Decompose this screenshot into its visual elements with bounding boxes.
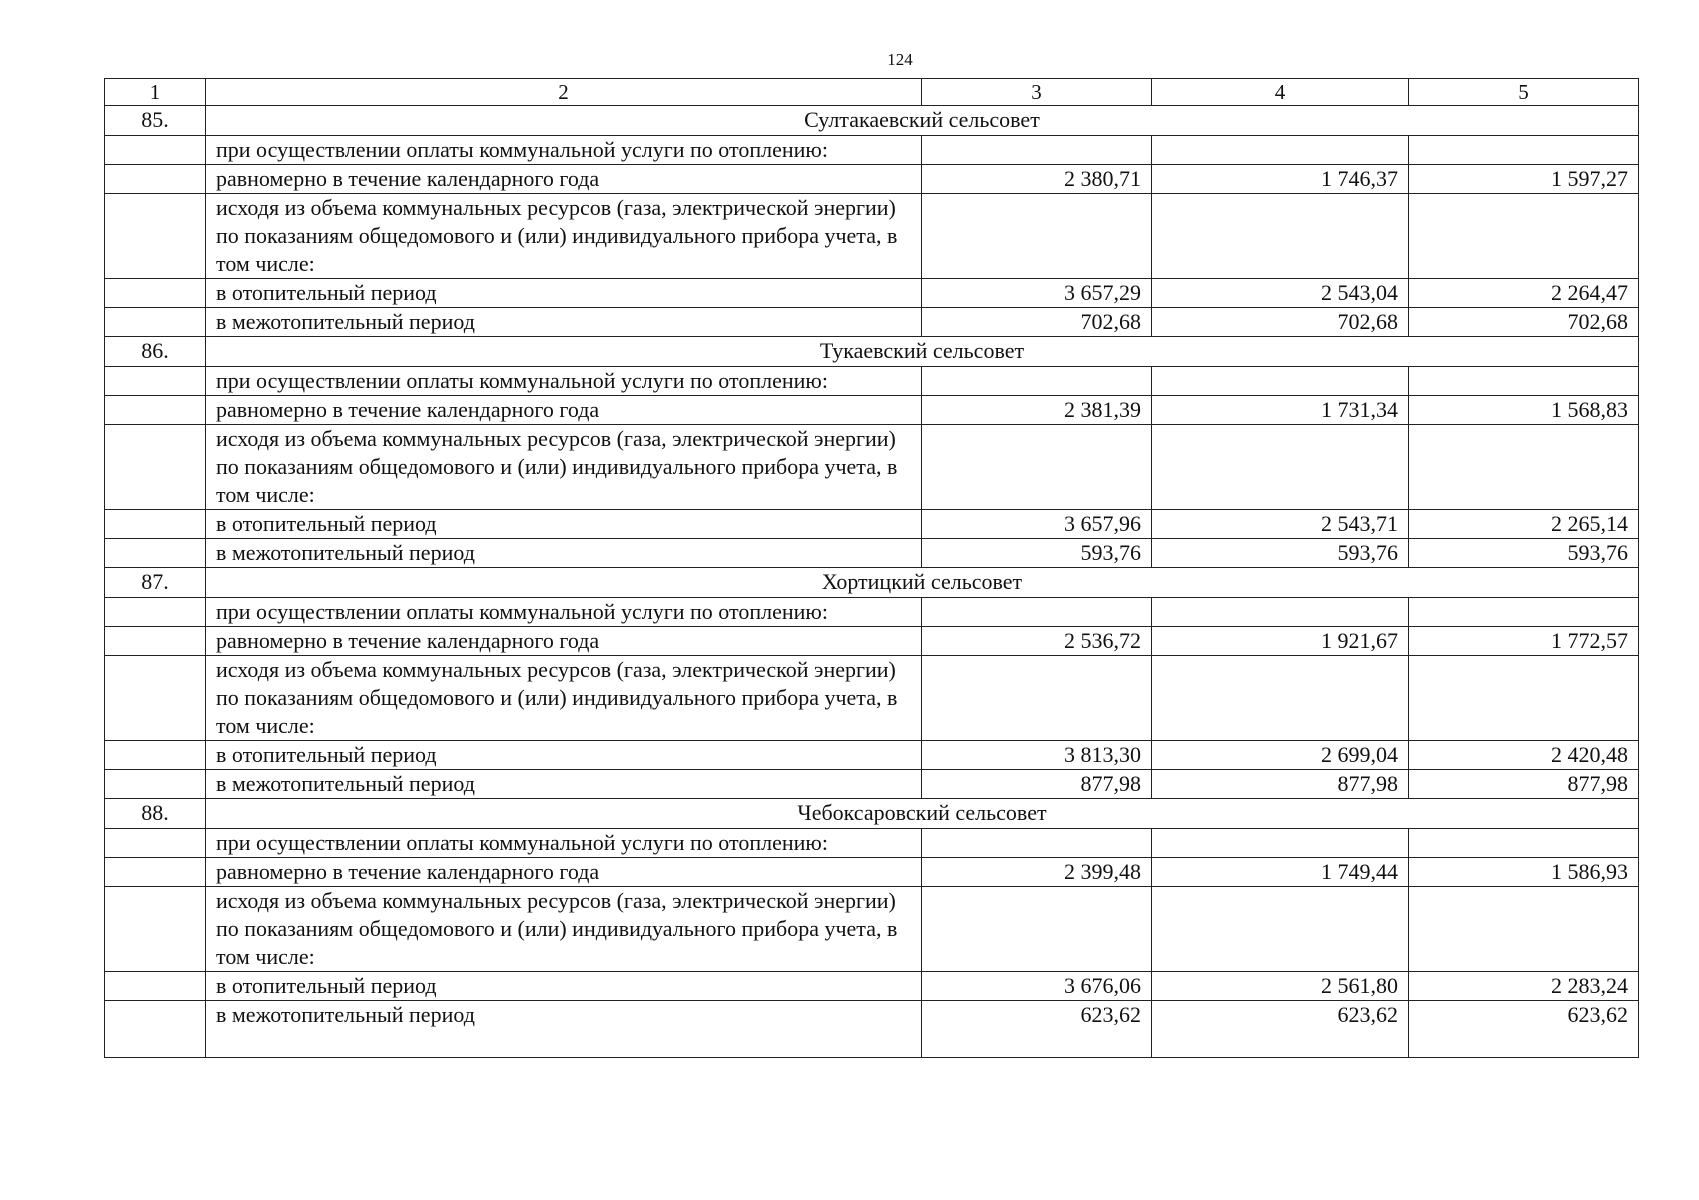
value-col-3: 3 813,30 xyxy=(922,741,1152,770)
row-label: исходя из объема коммунальных ресурсов (газа, электрической энергии) по показаниям общедомового и (или) индивидуального прибора учета, в том числе: xyxy=(206,194,922,279)
section-header-row xyxy=(105,568,1639,598)
table-row xyxy=(105,194,1639,279)
row-number-cell xyxy=(105,656,206,741)
value-col-4: 1 921,67 xyxy=(1152,627,1409,656)
value-col-4 xyxy=(1152,887,1409,972)
value-col-3: 3 657,29 xyxy=(922,279,1152,308)
table-row xyxy=(105,165,1639,194)
table-row xyxy=(105,627,1639,656)
value-col-4 xyxy=(1152,598,1409,627)
row-label: в отопительный период xyxy=(206,279,922,308)
row-number-cell xyxy=(105,829,206,858)
value-col-5: 877,98 xyxy=(1409,770,1639,799)
row-label: при осуществлении оплаты коммунальной услуги по отоплению: xyxy=(206,367,922,396)
column-header: 4 xyxy=(1152,79,1409,106)
row-label: в отопительный период xyxy=(206,972,922,1001)
row-label: равномерно в течение календарного года xyxy=(206,858,922,887)
value-col-4: 2 543,04 xyxy=(1152,279,1409,308)
value-col-3: 2 399,48 xyxy=(922,858,1152,887)
column-header: 3 xyxy=(922,79,1152,106)
table-row xyxy=(105,136,1639,165)
table-row xyxy=(105,829,1639,858)
section-number: 87. xyxy=(105,568,206,598)
value-col-5 xyxy=(1409,367,1639,396)
value-col-5: 1 597,27 xyxy=(1409,165,1639,194)
value-col-5 xyxy=(1409,829,1639,858)
value-col-5: 1 586,93 xyxy=(1409,858,1639,887)
value-col-5: 2 283,24 xyxy=(1409,972,1639,1001)
value-col-3 xyxy=(922,425,1152,510)
section-header-row xyxy=(105,337,1639,367)
section-name: Султакаевский сельсовет xyxy=(206,106,1639,136)
table-row xyxy=(105,367,1639,396)
column-header-row xyxy=(105,79,1639,106)
value-col-5: 593,76 xyxy=(1409,539,1639,568)
value-col-4 xyxy=(1152,194,1409,279)
table-row xyxy=(105,279,1639,308)
row-label: при осуществлении оплаты коммунальной услуги по отоплению: xyxy=(206,829,922,858)
row-number-cell xyxy=(105,858,206,887)
row-number-cell xyxy=(105,194,206,279)
section-name: Хортицкий сельсовет xyxy=(206,568,1639,598)
section-number: 88. xyxy=(105,799,206,829)
value-col-4: 702,68 xyxy=(1152,308,1409,337)
row-label: в отопительный период xyxy=(206,510,922,539)
value-col-4: 593,76 xyxy=(1152,539,1409,568)
row-label: исходя из объема коммунальных ресурсов (газа, электрической энергии) по показаниям общедомового и (или) индивидуального прибора учета, в том числе: xyxy=(206,425,922,510)
row-label: в межотопительный период xyxy=(206,539,922,568)
row-number-cell xyxy=(105,136,206,165)
value-col-3: 2 536,72 xyxy=(922,627,1152,656)
value-col-5: 1 772,57 xyxy=(1409,627,1639,656)
section-number: 86. xyxy=(105,337,206,367)
row-label: исходя из объема коммунальных ресурсов (газа, электрической энергии) по показаниям общедомового и (или) индивидуального прибора учета, в том числе: xyxy=(206,656,922,741)
row-number-cell xyxy=(105,425,206,510)
value-col-5: 1 568,83 xyxy=(1409,396,1639,425)
value-col-3: 3 657,96 xyxy=(922,510,1152,539)
row-label: в межотопительный период xyxy=(206,770,922,799)
value-col-4: 1 731,34 xyxy=(1152,396,1409,425)
table-row xyxy=(105,887,1639,972)
tariff-table xyxy=(104,78,1639,1058)
value-col-5: 2 264,47 xyxy=(1409,279,1639,308)
row-label: при осуществлении оплаты коммунальной услуги по отоплению: xyxy=(206,136,922,165)
row-label: в межотопительный период xyxy=(206,308,922,337)
value-col-4: 1 749,44 xyxy=(1152,858,1409,887)
value-col-3: 593,76 xyxy=(922,539,1152,568)
value-col-3: 3 676,06 xyxy=(922,972,1152,1001)
table-row xyxy=(105,510,1639,539)
value-col-5 xyxy=(1409,598,1639,627)
row-number-cell xyxy=(105,367,206,396)
value-col-5 xyxy=(1409,887,1639,972)
value-col-3 xyxy=(922,367,1152,396)
table-row xyxy=(105,656,1639,741)
value-col-3 xyxy=(922,656,1152,741)
value-col-5: 2 265,14 xyxy=(1409,510,1639,539)
value-col-4: 623,62 xyxy=(1152,1001,1409,1058)
column-header: 2 xyxy=(206,79,922,106)
row-number-cell xyxy=(105,741,206,770)
section-header-row xyxy=(105,106,1639,136)
value-col-5: 623,62 xyxy=(1409,1001,1639,1058)
section-number: 85. xyxy=(105,106,206,136)
row-label: равномерно в течение календарного года xyxy=(206,165,922,194)
table-body xyxy=(105,79,1639,1058)
row-number-cell xyxy=(105,770,206,799)
value-col-5: 702,68 xyxy=(1409,308,1639,337)
table-row xyxy=(105,308,1639,337)
value-col-4: 2 699,04 xyxy=(1152,741,1409,770)
row-number-cell xyxy=(105,627,206,656)
value-col-3: 2 381,39 xyxy=(922,396,1152,425)
value-col-5: 2 420,48 xyxy=(1409,741,1639,770)
value-col-4 xyxy=(1152,425,1409,510)
row-label: равномерно в течение календарного года xyxy=(206,627,922,656)
value-col-3 xyxy=(922,887,1152,972)
row-number-cell xyxy=(105,972,206,1001)
value-col-3 xyxy=(922,598,1152,627)
value-col-4 xyxy=(1152,136,1409,165)
row-number-cell xyxy=(105,598,206,627)
value-col-4: 877,98 xyxy=(1152,770,1409,799)
row-label: при осуществлении оплаты коммунальной услуги по отоплению: xyxy=(206,598,922,627)
value-col-4: 1 746,37 xyxy=(1152,165,1409,194)
row-number-cell xyxy=(105,165,206,194)
value-col-5 xyxy=(1409,425,1639,510)
value-col-4 xyxy=(1152,656,1409,741)
value-col-3 xyxy=(922,829,1152,858)
table-row xyxy=(105,598,1639,627)
row-label: в межотопительный период xyxy=(206,1001,922,1058)
value-col-3 xyxy=(922,136,1152,165)
value-col-3: 623,62 xyxy=(922,1001,1152,1058)
value-col-3: 877,98 xyxy=(922,770,1152,799)
value-col-5 xyxy=(1409,656,1639,741)
value-col-3 xyxy=(922,194,1152,279)
page-number: 124 xyxy=(887,50,913,69)
row-number-cell xyxy=(105,539,206,568)
table-row xyxy=(105,858,1639,887)
column-header: 5 xyxy=(1409,79,1639,106)
row-label: исходя из объема коммунальных ресурсов (газа, электрической энергии) по показаниям общедомового и (или) индивидуального прибора учета, в том числе: xyxy=(206,887,922,972)
section-name: Чебоксаровский сельсовет xyxy=(206,799,1639,829)
row-label: равномерно в течение календарного года xyxy=(206,396,922,425)
row-number-cell xyxy=(105,887,206,972)
row-number-cell xyxy=(105,279,206,308)
table-row xyxy=(105,425,1639,510)
row-number-cell xyxy=(105,1001,206,1058)
table-row xyxy=(105,1001,1639,1058)
table-row xyxy=(105,770,1639,799)
section-name: Тукаевский сельсовет xyxy=(206,337,1639,367)
row-number-cell xyxy=(105,308,206,337)
table-row xyxy=(105,539,1639,568)
row-label: в отопительный период xyxy=(206,741,922,770)
section-header-row xyxy=(105,799,1639,829)
value-col-5 xyxy=(1409,136,1639,165)
value-col-5 xyxy=(1409,194,1639,279)
value-col-4: 2 543,71 xyxy=(1152,510,1409,539)
column-header: 1 xyxy=(105,79,206,106)
table-row xyxy=(105,741,1639,770)
row-number-cell xyxy=(105,396,206,425)
value-col-4 xyxy=(1152,367,1409,396)
value-col-4 xyxy=(1152,829,1409,858)
value-col-3: 2 380,71 xyxy=(922,165,1152,194)
row-number-cell xyxy=(105,510,206,539)
table-row xyxy=(105,396,1639,425)
value-col-3: 702,68 xyxy=(922,308,1152,337)
value-col-4: 2 561,80 xyxy=(1152,972,1409,1001)
table-row xyxy=(105,972,1639,1001)
